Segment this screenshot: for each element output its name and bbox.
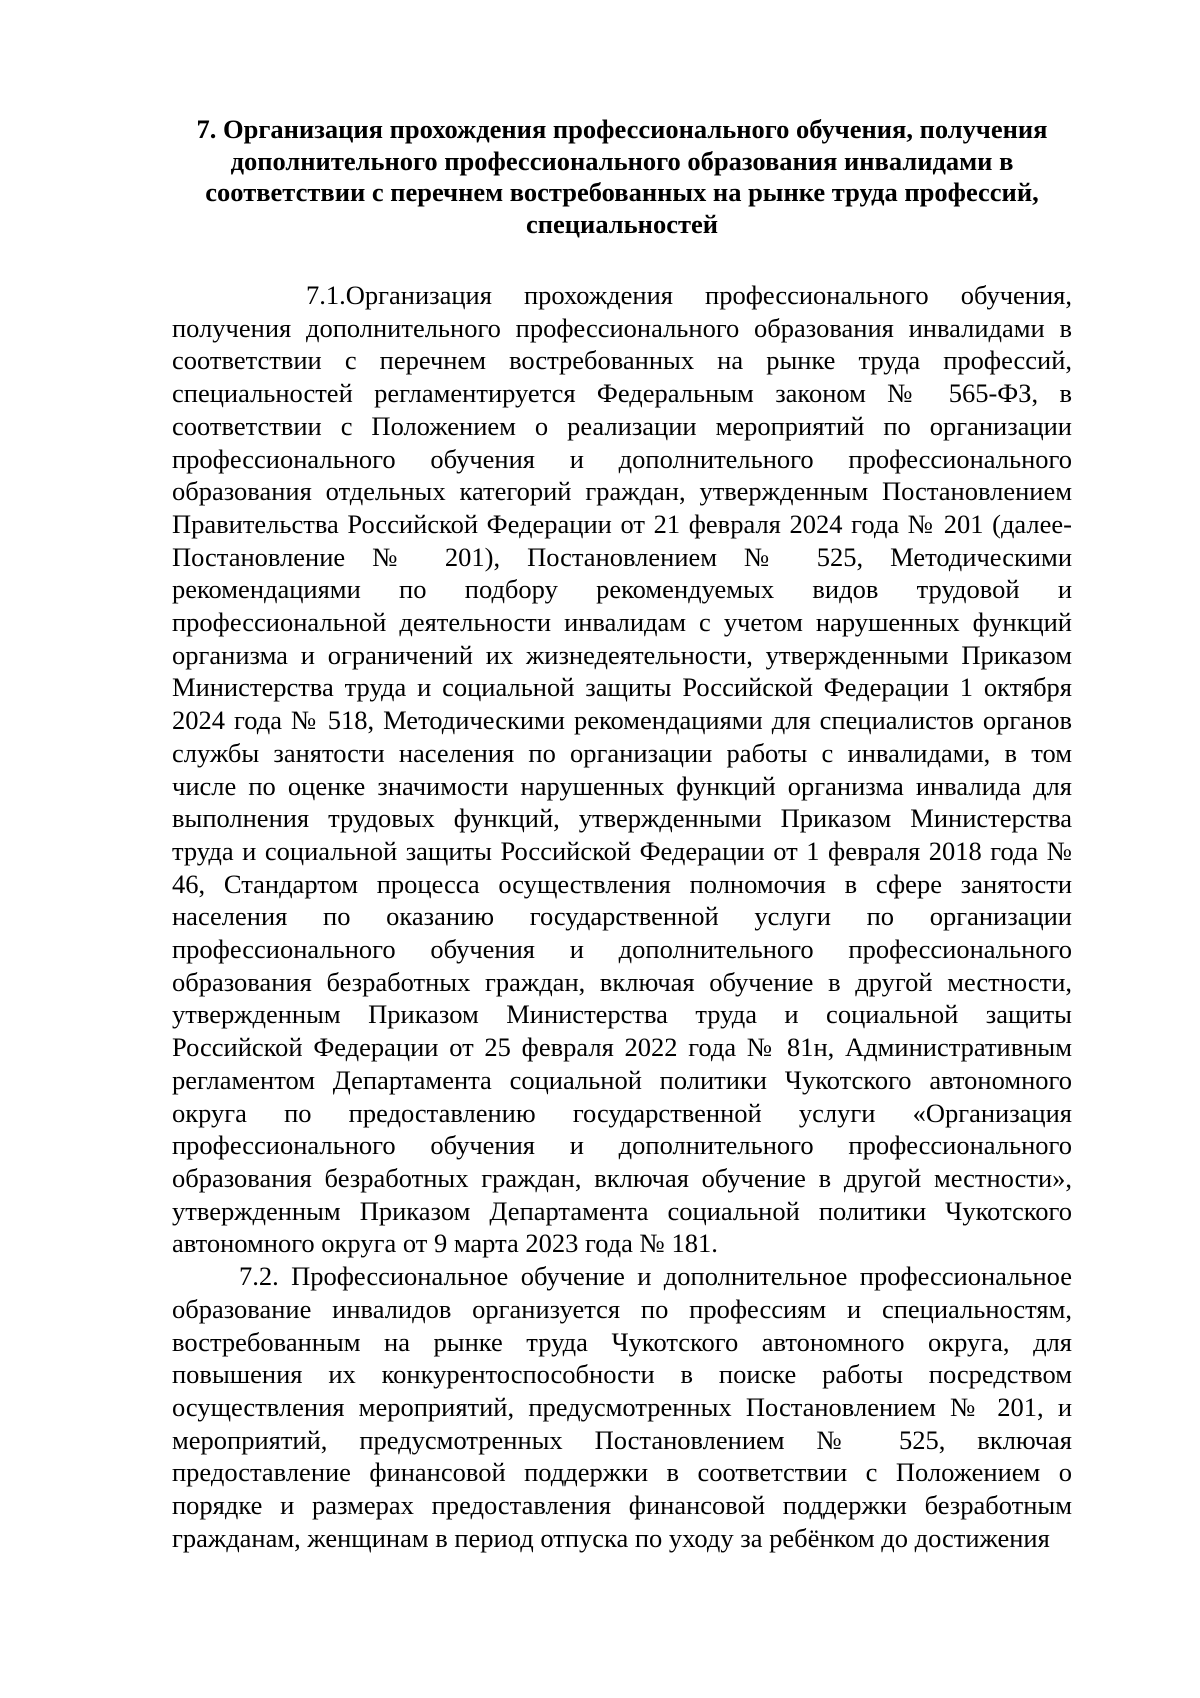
section-body bbox=[172, 279, 1072, 1554]
paragraph-text: Организация прохождения профессионального обучения, получения дополнительного профессионального образования инвалидами в соответствии с перечнем востребованных на рынке труда профессий, специальностей регламентируется Федеральным законом № 565-ФЗ, в соответствии с Положением о реализации мероприятий по организации профессионального обучения и дополнительного профессионального образования отдельных категорий граждан, утвержденным Постановлением Правительства Российской Федерации от 21 февраля 2024 года № 201 (далее- Постановление № 201), Постановлением № 525, Методическими рекомендациями по подбору рекомендуемых видов трудовой и профессиональной деятельности инвалидам с учетом нарушенных функций организма и ограничений их жизнедеятельности, утвержденными Приказом Министерства труда и социальной защиты Российской Федерации 1 октября 2024 года № 518, Методическими рекомендациями для специалистов органов службы занятости населения по организации работы с инвалидами, в том числе по оценке значимости нарушенных функций организма инвалида для выполнения трудовых функций, утвержденными Приказом Министерства труда и социальной защиты Российской Федерации от 1 февраля 2018 года № 46, Стандартом процесса осуществления полномочия в сфере занятости населения по оказанию государственной услуги по организации профессионального обучения и дополнительного профессионального образования безработных граждан, включая обучение в другой местности, утвержденным Приказом Министерства труда и социальной защиты Российской Федерации от 25 февраля 2022 года № 81н, Административным регламентом Департамента социальной политики Чукотского автономного округа по предоставлению государственной услуги «Организация профессионального обучения и дополнительного профессионального образования безработных граждан, включая обучение в другой местности», утвержденным Приказом Департамента социальной политики Чукотского автономного округа от 9 марта 2023 года № 181. bbox=[172, 280, 1072, 1259]
paragraph-number: 7.2. bbox=[239, 1261, 279, 1292]
section-heading: 7. Организация прохождения профессионального обучения, получения дополнительного профессионального образования инвалидами в соответствии с перечнем востребованных на рынке труда профессий, специальностей bbox=[196, 114, 1048, 239]
paragraph-number: 7.1. bbox=[306, 280, 346, 310]
paragraph-7-2 bbox=[172, 1260, 1072, 1554]
paragraph-text: Профессиональное обучение и дополнительное профессиональное образование инвалидов организуется по профессиям и специальностям, востребованным на рынке труда Чукотского автономного округа, для повышения их конкурентоспособности в поиске работы посредством осуществления мероприятий, предусмотренных Постановлением № 201, и мероприятий, предусмотренных Постановлением № 525, включая предоставление финансовой поддержки в соответствии с Положением о порядке и размерах предоставления финансовой поддержки безработным гражданам, женщинам в период отпуска по уходу за ребёнком до достижения bbox=[172, 1261, 1072, 1553]
paragraph-7-1 bbox=[172, 279, 1072, 1260]
